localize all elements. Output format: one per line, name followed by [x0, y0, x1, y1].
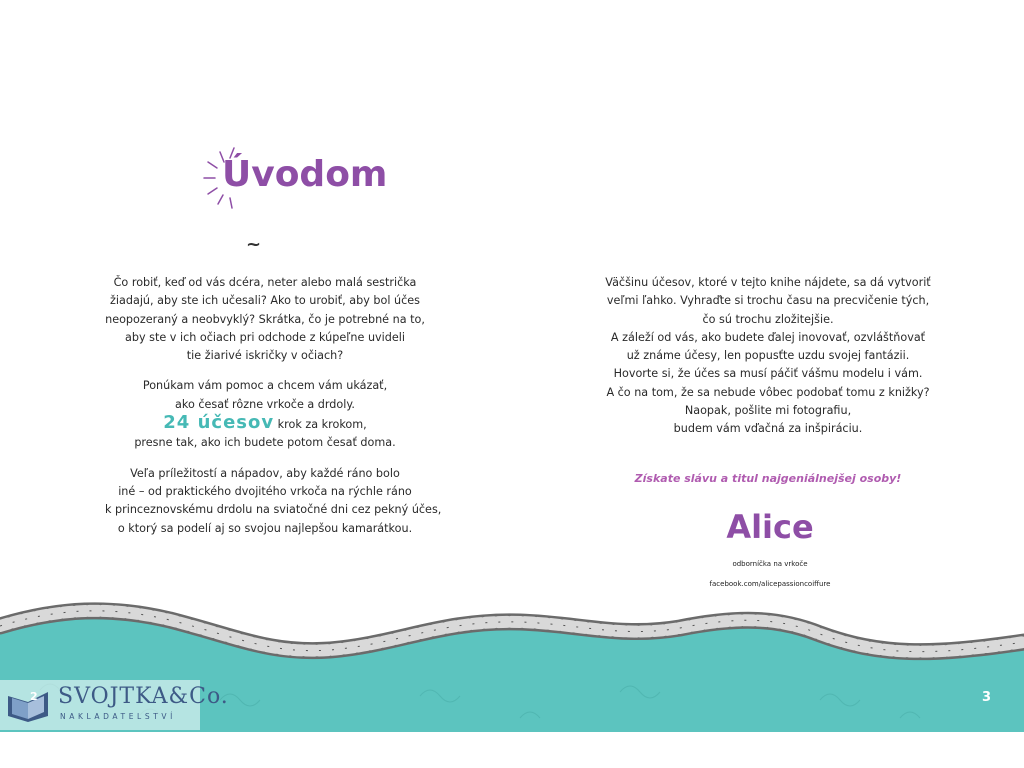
- text-line: Naopak, pošlite mi fotografiu,: [684, 404, 852, 418]
- text-line: Väčšinu účesov, ktoré v tejto knihe nájdete, sa dá vytvoriť: [605, 276, 931, 289]
- text-line: už známe účesy, len popusťte uzdu svojej fantázii.: [626, 349, 910, 363]
- author-facebook-link[interactable]: facebook.com/alicepassioncoiffure: [709, 580, 831, 588]
- highlight-line: [105, 414, 425, 434]
- open-book-icon: [6, 686, 50, 724]
- text-line: budem vám vďačná za inšpiráciu.: [673, 422, 863, 436]
- text-fragment: krok za krokom,: [274, 418, 367, 432]
- text-line: Ponúkam vám pomoc a chcem vám ukázať,: [142, 379, 388, 393]
- text-line: neopozeraný a neobvyklý? Skrátka, čo je potrebné na to,: [105, 312, 425, 326]
- text-line: A čo na tom, že sa nebude vôbec podobať tomu z knižky?: [606, 385, 930, 399]
- call-to-action: Získate slávu a titul najgeniálnejšej osoby!: [634, 472, 902, 485]
- author-note: [592, 274, 944, 451]
- paragraph-2: [105, 377, 425, 452]
- text-line: Veľa príležitostí a nápadov, aby každé ráno bolo: [130, 466, 400, 480]
- publisher-subtitle: NAKLADATELSTVÍ: [60, 712, 176, 721]
- paragraph-3: [105, 465, 442, 538]
- text-line: Hovorte si, že účes sa musí páčiť vášmu modelu i vám.: [613, 367, 923, 381]
- intro-text: [105, 274, 442, 550]
- text-line: iné – od praktického dvojitého vrkoča na rýchle ráno: [118, 484, 412, 498]
- text-line: o ktorý sa podelí aj so svojou najlepšou kamarátkou.: [117, 521, 413, 535]
- author-subtitle: odborníčka na vrkoče: [732, 560, 808, 568]
- paragraph-1: [105, 274, 425, 365]
- heading-block: [200, 140, 400, 220]
- author-signature: Alice: [726, 508, 814, 546]
- text-line: k princeznovskému drdolu na sviatočné dni cez pekný účes,: [105, 503, 442, 517]
- page-title: Úvodom: [222, 154, 388, 195]
- paragraph-right: [592, 274, 944, 439]
- text-line: veľmi ľahko. Vyhraďte si trochu času na precvičenie tých,: [606, 294, 930, 308]
- text-line: Čo robiť, keď od vás dcéra, neter alebo malá sestrička: [113, 276, 417, 289]
- text-line: čo sú trochu zložitejšie.: [702, 312, 834, 326]
- page-number-left: 2: [30, 690, 38, 703]
- text-line: tie žiarivé iskričky v očiach?: [186, 349, 344, 363]
- text-line: ako česať rôzne vrkoče a drdoly.: [175, 397, 355, 411]
- publisher-name: SVOJTKA&Co.: [58, 684, 229, 709]
- text-line: A záleží od vás, ako budete ďalej inovovať, ozvláštňovať: [610, 330, 926, 344]
- ornament-tilde: ~: [246, 234, 262, 255]
- page-number-right: 3: [982, 690, 992, 705]
- text-line: žiadajú, aby ste ich učesali? Ako to urobiť, aby bol účes: [110, 294, 420, 308]
- text-line: presne tak, ako ich budete potom česať doma.: [134, 436, 396, 450]
- text-line: aby ste v ich očiach pri odchode z kúpeľne uvideli: [125, 330, 405, 344]
- hairstyle-count: 24 účesov: [163, 412, 275, 434]
